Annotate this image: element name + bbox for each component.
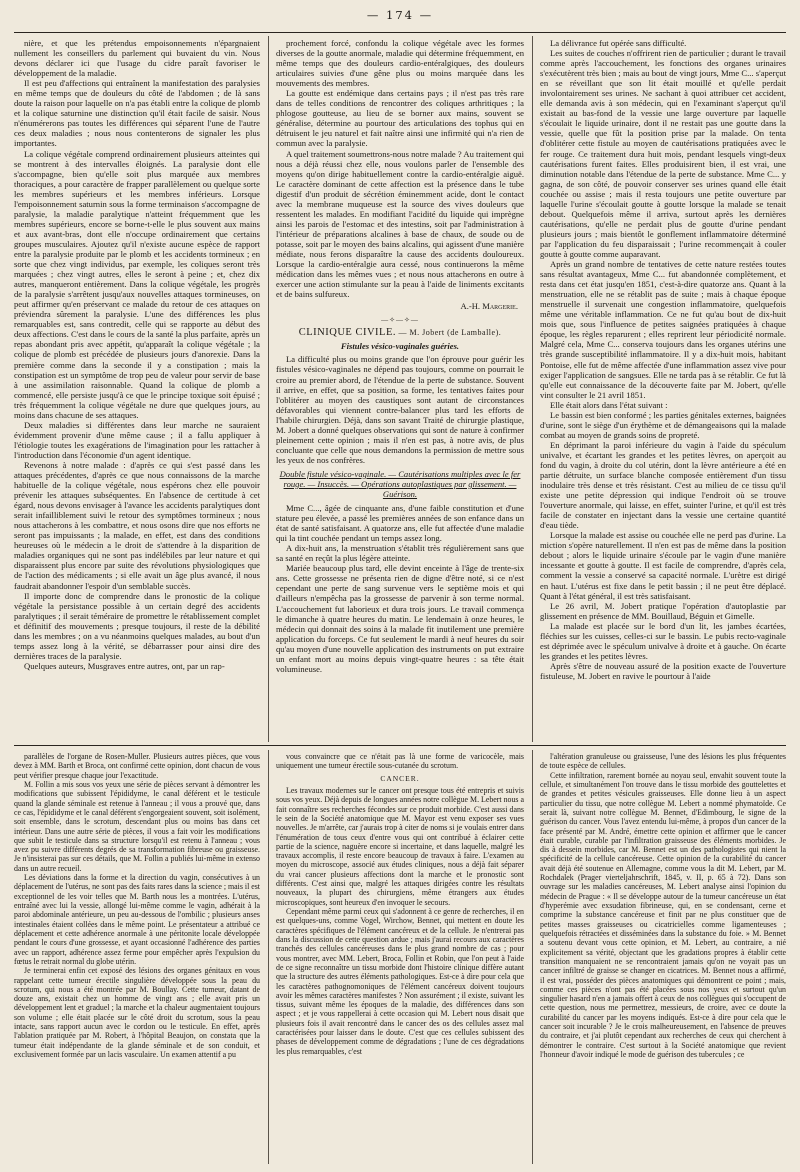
paragraph: M. Follin a mis sous vos yeux une série de pièces servant à démontrer les modifications que subissent l'épididyme, le canal déférent et le testicule quand la glande séminale est retenue à l'anneau ; il vous a prouvé que, dans ce cas, l'épididyme et le canal déférent s'engorgeaient souvent, soit isolément, soit ensemble, dans le scrotum, descendant plus ou moins bas dans cet intérieur. Dans une autre série de pièces, il vous a fait voir les modifications que subit le testicule dans sa structure lorsqu'il est retenu à l'anneau ; vous avez pu suivre différents degrés de sa transformation fibreuse ou graisseuse. Je n'insisterai pas sur ces détails, que M. Follin a publiés lui-même in extenso dans un autre recueil. [14,779,260,873]
paragraph: La délivrance fut opérée sans difficulté. [550,38,687,48]
paragraph: La difficulté plus ou moins grande que l'on éprouve pour guérir les fistules vésico-vaginales ne dépend pas toujours, comme on pourrait le croire au premier abord, de l'étendue de la perte de substance. Souvent il arrive, en effet, que sa position, sa forme, les tentatives faites pour l'oblitérer au moyen des caustiques sont autant de circonstances défavorables qui viennent contre-balancer plus tard les efforts de l'habile chirurgien. Déjà, dans son savant Traité de chirurgie plastique, M. Jobert a donné quelques observations qui sont de nature à confirmer pleinement cette opinion ; mais il n'en est pas, à notre avis, de plus concluante que celle que nous demandons la permission de mettre sous les yeux de nos confrères. [276,354,524,465]
section-heading-author: — M. Jobert (de Lamballe). [395,328,502,338]
paragraph: Les suites de couches n'offrirent rien de particulier ; durant le travail comme après l'accouchement, les fonctions des organes urinaires s'exécutèrent très bien ; mais au bout de vingt jours, Mme C... s'aperçut en se réveillant que son lit était mouillé et qu'elle perdait involontairement ses urines. Ne sachant à quoi attribuer cet accident, elle demanda avis à son médecin, qui en l'examinant s'aperçut qu'il existait au bas-fond de la vessie une large ouverture par laquelle s'écoulait le liquide urinaire, dont il ne restait pas une goutte dans la vessie, quelle que fût la position prise par la malade. On tenta d'oblitérer cette fistule au moyen de cautérisations pratiquées avec le fer rouge. Ce traitement dura huit mois, pendant lesquels vingt-deux cautérisations furent faites. Elles produisirent bien, il est vrai, une diminution notable dans l'étendue de la perte de substance. Mme C... y gagna, de son côté, de pouvoir conserver ses urines quand elle était couchée ou assise ; mais il resta toujours une petite ouverture par laquelle l'urine s'écoulait goutte à goutte lorsque la malade se tenait debout. Quelquefois même il arriva, surtout après les dernières cautérisations, qu'elle ne perdait plus de goutte d'urine pendant plusieurs jours ; mais bientôt le gonflement inflammatoire déterminé par l'application du feu disparaissait ; l'urine recommençait à couler goutte à goutte comme auparavant. [540,48,786,259]
top-column-1 [14,38,260,741]
paragraph: A quel traitement soumettrons-nous notre malade ? Au traitement qui nous a déjà réussi chez elle, nous voulons parler de l'ensemble des moyens qu'on dirige habituellement contre la cardio-entéralgie aiguë. Le caractère dominant de cette affection est la présence dans le tube digestif d'un produit de sécrétion éminemment acide, dont le contact avec la membrane muqueuse est la source des vives douleurs que ressentent les malades. En modifiant l'acidité du liquide qui imprègne ainsi les parois de l'estomac et des intestins, soit par l'administration à l'intérieur de préparations alcalines à base de chaux, de soude ou de potasse, soit par le moyen des bains alcalins, qui agissent d'une manière médiate, nous ferons disparaître la cause des accidents douloureux. Lorsque la cardio-entéralgie aura cessé, nous continuerons la même médication dans les mêmes vues ; et nous nous attacherons en outre à exercer une action stimulante sur la peau à l'aide de liniments excitants et de bains sulfureux. [276,148,524,300]
paragraph: Elle était alors dans l'état suivant : [550,399,668,410]
column-divider [268,750,269,1164]
paragraph: Mme C..., âgée de cinquante ans, d'une faible constitution et d'une stature peu élevée, a passé les premières années de son enfance dans un état de santé satisfaisant. A quatorze ans, elle fut affectée d'une maladie qui la tint couchée pendant un temps assez long. [276,503,524,544]
paragraph: Les déviations dans la forme et la direction du vagin, consécutives à un déplacement de l'utérus, ne sont pas des faits rares dans la science ; mais il est exceptionnel de les voir telles que M. Barth nous les a montrées. L'utérus, entraîné avec lui la vessie, allongé lui-même comme le vagin, adhérait à la paroi abdominale antérieure, un peu au-dessous de l'ombilic ; plusieurs anses intestinales étaient collées dans le même point. Le présentateur a attribué ce déplacement et cette adhérence anormale à une péritonite locale développée pendant le cours d'une grossesse, et ayant occasionné l'adhérence des parties avec un rapport, adhérence assez ferme pour empêcher après l'expulsion du fœtus le retrait normal du globe utérin. [14,873,260,966]
author-signature: A.-H. Margerie. [460,301,518,312]
paragraph: Mariée beaucoup plus tard, elle devint enceinte à l'âge de trente-six ans. Cette grossesse ne présenta rien de digne d'être noté, si ce n'est cependant une perte de sang survenue vers le septième mois et qui d'ailleurs n'empêcha pas la grossesse de parvenir à son terme normal. L'accouchement fut laborieux et dura trois jours. Le travail commença le dimanche à quatre heures du matin. Le lendemain à onze heures, le médecin qui donnait des soins à la malade fit inutilement une première application du forceps. Ce fut seulement le mardi à neuf heures du soir qu'au moyen d'une nouvelle application des instruments on put extraire un enfant mort au moins depuis vingt-quatre heures : sa tête était volumineuse. [276,563,524,674]
paragraph: Lorsque la malade est assise ou couchée elle ne perd pas d'urine. La miction s'opère naturellement. Il n'en est pas de même dans la position debout ; alors le liquide urinaire s'écoule par le vagin d'une manière incessante et goutte à goutte. Il est facile de comprendre, d'après cela, comment la vessie a conservé sa capacité normale. L'urètre est dirigé en haut. L'utérus est fixe dans le petit bassin ; il ne peut être déplacé. Quant à l'état général, il est très satisfaisant. [540,530,786,601]
paragraph: Il importe donc de comprendre dans le pronostic de la colique végétale la persistance possible à un certain degré des accidents paralytiques ; il serait téméraire de promettre le rétablissement complet et définitif des mouvements ; presque toujours, il reste de la débilité dans les membres ; on a vu néanmoins quelques malades, au bout d'un temps assez long à la vérité, se débarrasser pour ainsi dire des dernières traces de la paralysie. [14,590,260,661]
paragraph: La goutte est endémique dans certains pays ; il n'est pas très rare dans de telles conditions de rencontrer des coliques arthritiques ; la phlogose goutteuse, au lieu de se borner aux mains, souvent se généralise, détermine au pourtour des articulations des tophus qui en détruisent le jeu naturel et fait naître ainsi une infirmité qui n'a rien de commun avec la paralysie. [276,88,524,149]
paragraph: Après un grand nombre de tentatives de cette nature restées toutes sans résultat avantageux, Mme C... fut abandonnée complètement, et resta dans cet état jusqu'en 1851, c'est-à-dire quatorze ans. Quant à la menstruation, elle ne se rétablit pas de suite ; mais à chaque époque menstruelle il survenait une congestion inflammatoire, quelquefois même une véritable inflammation. Ce ne fut qu'au bout de dix-huit mois que, sous l'influence de petites saignées pratiquées à chaque époque, les règles reparurent ; elles reprirent leur périodicité normale. Malgré cela, Mme C... conserva toujours dans les organes utérins une très grande susceptibilité inflammatoire. Il y a dix-huit mois, habitant Pontoise, elle fut de même affectée d'une inflammation assez vive pour exiger l'application de sangsues. Elle ne tarda pas à se rétablir. Ce fut là qu'elle eut connaissance de la découverte faite par M. Jobert, qu'elle vint consulter le 21 avril 1851. [540,259,786,400]
paragraph: Le 26 avril, M. Jobert pratique l'opération d'autoplastie par glissement en présence de MM. Bouillaud, Béguin et Gimelle. [540,600,786,621]
paragraph: Il est peu d'affections qui entraînent la manifestation des paralysies en même temps que de douleurs du côté de l'abdomen ; de là sans doute la raison pour laquelle on n'a pas établi entre la colique de plomb et la colique saturnine une distinction qu'il était facile de saisir. Nous n'énumérerons pas toutes les différences qui séparent l'une de l'autre ces deux maladies ; nous nous contenterons de signaler les plus importantes. [14,78,260,149]
paragraph: Les travaux modernes sur le cancer ont presque tous été entrepris et suivis sous vos yeux. Déjà depuis de longues années notre collègue M. Lebert nous a fait connaître ses recherches fécondes sur ce produit morbide. C'est aussi dans le sein de la Société anatomique que M. Mayor est venu exposer ses vues nouvelles. Je m'arrête, car j'aurais trop à citer de noms si je voulais entrer dans l'énumération de tous ceux d'entre vous qui ont contribué à éclairer cette partie de la science, naguère encore si incertaine, et dans laquelle, malgré les travaux accomplis, il reste encore beaucoup de travaux à faire. L'examen au moyen du microscope, associé aux études cliniques, nous a déjà fait séparer du vrai cancer plusieurs affections dont la marche et le pronostic sont différents. C'est ainsi que, malgré les attaques dirigées contre les résultats nouveaux, la plupart des chirurgiens, même étrangers aux études microscopiques, sont heureux d'en invoquer le secours. [276,785,524,907]
paragraph: parallèles de l'organe de Rosen-Muller. Plusieurs autres pièces, que vous devez à MM. Barth et Broca, ont confirmé cette opinion, dont chacun de vous peut vérifier presque chaque jour l'exactitude. [14,752,260,780]
paragraph: vous convaincre que ce n'était pas là une forme de varicocèle, mais uniquement une tumeur érectile sous-cutanée du scrotum. [276,752,524,771]
section-heading [276,328,524,338]
paragraph: Je terminerai enfin cet exposé des lésions des organes génitaux en vous rappelant cette tumeur érectile singulière développée sous la peau du scrotum, qui nous a été montrée par M. Boullay. Cette tumeur, datant de douze ans, existait chez un homme de vingt ans ; elle avait pris un développement lent et graduel ; la marche et la chaleur augmentaient toujours son volume ; elle était placée sur le côté droit du scrotum, sous la peau intacte, sans rapport aucun avec le cordon ou le testicule. En effet, après l'ablation pratiquée par M. Robert, à l'hôpital Beaujon, on constata que la tumeur était indépendante de la glande séminale et de son conduit, et exclusivement formée par un lacis vasculaire. Un examen attentif a pu [14,966,260,1059]
paragraph: Revenons à notre malade : d'après ce qui s'est passé dans les attaques précédentes, d'après ce que nous connaissons de la marche habituelle de la colique végétale, nous espérons chez elle pouvoir prévenir les attaques subséquentes. En l'absence de certitude à cet égard, nous devons envisager à l'avance les accidents paralytiques dont serait infailliblement suivi le retour des symptômes tormineux ; nous nous attacherons à les combattre, et nous osons dire que nos efforts ne seront pas impuissants ; la malade, en effet, est dans des conditions heureuses où le médecin a le droit de s'attendre à la disparition de maladies organiques qui ne sont pas indélébiles par leur nature et qui disparaissent plus encore par suite des révolutions physiologiques que de l'action des médicaments ; si elle avait un âge plus avancé, il nous faudrait abandonner l'espoir d'un semblable succès. [14,459,260,591]
paragraph: Cette infiltration, rarement bornée au noyau seul, envahit souvent toute la cellule, et simultanément l'on trouve dans le tissu morbide des gouttelettes et de grandes et petites vésicules graisseuses. Elle donne lieu à un aspect particulier du tissu, que notre collègue M. Lebert a nommé phymatoïde. Ce serait là, suivant notre collègue M. Bennet, d'Edimbourg, le signe de la guérison du cancer. Vous l'avez entendu lui-même, à propos d'un cancer de la face présenté par M. André, émettre cette opinion et affirmer que le cancer était curable, curable par l'infiltration graisseuse des éléments morbides. Je dis à dessein morbides, car M. Bennet est un des pathologistes qui nient la spécificité de la cellule cancéreuse. Cette opinion de la curabilité du cancer avait déjà été soutenue en Allemagne, comme vous la dit M. Lebert, par M. Rochdalek (Prager vierteljahrschrift, 1845, v. II, p. 65 à 72). Dans son ouvrage sur les maladies cancéreuses, M. Lebert analyse ainsi l'opinion du médecin de Prague : « Il se développe autour de la tumeur cancéreuse un état d'hyperémie avec exsudation fibrineuse, qui, en se condensant, cerne et comprime la substance cancéreuse et finit par ne plus constituer que de petites masses graisseuses ou cicatricielles comme ligamenteuses ; quelquefois rétractées et disséminées dans la substance du foie. » M. Bennet a soutenu devant vous cette opinion, et M. Lebert, au contraire, a nié explicitement sa vérité, objectant que les gradations propres à établir cette transition manquaient ne se rencontraient jamais qu'on ne voyait pas un cancer infiltré de graisse se changer en cicatrices. M. Bennet nous a affirmé, il est vrai, posséder des pièces anatomiques qui démontrent ce point ; mais, comme ces pièces n'ont pas été placées sous nos yeux et surtout qu'un singulier hasard n'en a jamais offert à ceux de nos collègues qui s'occupent de cette question, nous me permettrez, messieurs, de croire, avec ce doute la curabilité du cancer par les moyens indiqués. Est-ce à dire pour cela que le cancer soit incurable ? Je le crois malheureusement, en l'absence de preuves du contraire, et j'ai plutôt cependant aux recherches de ceux qui cherchent à démontrer le contraire. C'est surtout à la Société anatomique que revient l'honneur d'avoir indiqué le mode de guérison des tubercules ; ce [540,770,786,1059]
bottom-column-3 [540,752,786,1164]
newspaper-page [14,8,786,1164]
column-divider [532,750,533,1164]
paragraph: La malade est placée sur le bord d'un lit, les jambes écartées, fléchies sur les cuisses, celles-ci sur le bassin. Le pubis recto-vaginale est déprimée avec le spéculum univalve à droite et à gauche. On écarte les grandes et les petites lèvres. [540,620,786,661]
column-divider [268,36,269,742]
column-divider [532,36,533,742]
paragraph: nière, et que les prétendus empoisonnements n'épargnaient nullement les conseillers du parlement qui buvaient du vin. Nous devons déclarer ici que l'usage du cidre paraît favoriser le développement de la maladie. [14,38,260,79]
top-column-2 [276,38,524,741]
paragraph: Après s'être de nouveau assuré de la position exacte de l'ouverture fistuleuse, M. Jobert en ravive le pourtour à l'aide [540,660,786,681]
top-column-3 [540,38,786,741]
section-divider [14,745,786,746]
paragraph: Deux maladies si différentes dans leur marche ne sauraient évidemment provenir d'une même cause ; il a fallu appliquer à l'étiologie toutes les exagérations de l'imagination pour les rattacher à l'introduction dans l'économie d'un agent identique. [14,419,260,460]
paragraph: prochement forcé, confondu la colique végétale avec les formes diverses de la goutte anormale, maladie qui détermine fréquemment, en même temps que des douleurs cardio-entéralgiques, des douleurs articulaires suivies d'une gêne plus ou moins marquée dans les mouvements des membres. [276,38,524,89]
paragraph: A dix-huit ans, la menstruation s'établit très régulièrement sans que sa santé en reçût la plus légère atteinte. [276,543,524,564]
subsection-heading: CANCER. [380,773,420,783]
bottom-column-2 [276,752,524,1164]
header-rule [14,32,786,33]
paragraph: La colique végétale comprend ordinairement plusieurs atteintes qui se montrent à des intervalles éloignés. La paralysie dont elle s'accompagne, bien qu'elle soit plus marquée aux membres thoraciques, a pour caractère de frapper parallèlement ou quelque sorte les membres supérieurs et les membres inférieurs. Lorsque l'empoisonnement saturnin sous la forme terminaison s'accompagne de paralysie, la maladie paralytique n'atteint fréquemment que les membres supérieurs, encore se borne-t-elle le plus souvent aux mains et aux avant-bras, dont elle n'occupe ordinairement que certains groupes musculaires. Ajoutez qu'il n'existe aucune espèce de rapport entre la paralysie produite par le plomb et les accidents tormineux ; en sorte que chez vingt individus, par exemple, les coliques seront très marquées ; chez vingt autres, elles le seront à peine ; et, chez dix autres, manqueront entièrement. Dans la colique végétale, les progrès de la paralysie s'arrêtent jusqu'aux nouvelles attaques tormineuses, on peut affirmer qu'en préservant ce malade du retour de ces attaques on préviendra sûrement la paralysie. L'une des différences les plus remarquables est, sans contredit, celle qui se rapporte au début des deux affections. C'est dans le cours de la santé la plus parfaite, après un repas abondant pris avec appétit, qu'apparaît la colique végétale ; la colique de plomb est précédée de plusieurs jours d'anorexie. Dans la première comme dans la seconde il y a constipation ; mais la constipation est un symptôme de trop peu de valeur pour servir de base à une assimilation raisonnable. Quand la colique de plomb a commencé, elle persiste jusqu'à ce que le principe toxique soit épuisé ; très fréquemment la colique végétale ne dure que quelques jours, au moins dans chacune de ses attaques. [14,148,260,420]
case-title: Double fistule vésico-vaginale. — Cautérisations multiples avec le fer rouge. — Insuccès. — Opérations autoplastiques par glissement. — Guérison. [279,468,521,500]
paragraph: En déprimant la paroi inférieure du vagin à l'aide du spéculum univalve, et écartant les grandes et les petites lèvres, on aperçoit au fond du vagin, à droite du col utérin, dont la lèvre antérieure a été en partie détruite, un surface blanche composée entièrement d'un tissu inodulaire très dense et très résistant. C'est au milieu de ce tissu qu'il existe une petite dépression qui indique l'endroit où se trouve l'ouverture anormale, qui laisse, en effet, suinter l'urine, et qu'il est très facile de constater en injectant dans la vessie une certaine quantité d'eau tiède. [540,439,786,531]
paragraph: Quelques auteurs, Musgraves entre autres, ont, par un rap- [24,660,225,671]
paragraph: Le bassin est bien conformé ; les parties génitales externes, baignées d'urine, sont le siège d'un érythème et de démangeaisons qui la malade combat au moyen de grands soins de propreté. [540,409,786,440]
paragraph: l'altération granuleuse ou graisseuse, l'une des lésions les plus fréquentes de toute espèce de cellules. [540,752,786,771]
article-subtitle: Fistules vésico-vaginales guéries. [340,341,460,352]
section-heading-main: CLINIQUE CIVILE. [298,327,396,339]
bottom-column-1 [14,752,260,1164]
separator-ornament: —✧—✧— [381,316,419,325]
page-number: — 174 — [366,8,434,22]
paragraph: Cependant même parmi ceux qui s'adonnent à ce genre de recherches, il en est quelques-uns, comme Vogel, Wirchow, Bennet, qui mettent en doute les caractères spécifiques de l'élément cancéreux et de la cellule. Je n'entrerai pas dans la discussion de cette question ardue ; mais j'aurai recours aux caractères tranchés des cellules cancéreuses dans le plus grand nombre de cas ; pour vous montrer, avec MM. Lebert, Broca, Follin et Robin, que l'on peut à l'aide de ce signe reconnaître un tissu morbide dont l'histoire clinique diffère autant que la structure des autres éléments pathologiques. Est-ce à dire pour cela que les caractères pathognomoniques de l'élément cancéreux doivent toujours avoir les mêmes caractères manifestes ? Non assurément ; il existe, suivant les tissus, suivant même les époques de la maladie, des différences dans son aspect ; et je vous rappellerai à cette occasion qui M. Lebert nous disait que plusieurs fois il avait rencontré dans le cancer des os des cellules assez mal caractérisées pour laisser dans le doute. C'est que ces cellules subissent des phases de développement comme de dégradations ; l'une de ces dégradations les plus remarquables, c'est [276,907,524,1056]
